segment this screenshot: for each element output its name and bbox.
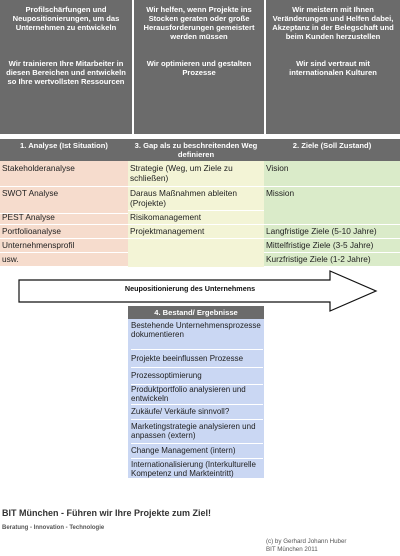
analyse-item: PEST Analyse	[0, 212, 128, 225]
ziele-item: Mission	[264, 188, 400, 225]
gap-item: Daraus Maßnahmen ableiten (Projekte)	[128, 188, 264, 211]
arrow-label: Neupositionierung des Unternehmens	[124, 284, 256, 293]
header-col-2-top: Wir helfen, wenn Projekte ins Stocken geraten oder große Herausforderungen gemeistert werden müssen	[143, 5, 255, 41]
analyse-item: Unternehmensprofil	[0, 240, 128, 253]
gap-item: Risikomanagement	[128, 212, 264, 225]
bestand-item: Marketingstrategie analysieren und anpassen (extern)	[131, 422, 263, 444]
copyright-line-1: (c) by Gerhard Johann Huber	[266, 538, 347, 545]
column-title-ziele: 2. Ziele (Soll Zustand)	[264, 139, 400, 161]
column-title-analyse: 1. Analyse (Ist Situation)	[0, 139, 128, 161]
header-col-3-top: Wir meistern mit Ihnen Veränderungen und Helfen dabei, Akzeptanz in der Belegschaft und beim Kunden herzustellen	[272, 5, 394, 41]
ziele-item: Mittelfristige Ziele (3-5 Jahre)	[264, 240, 400, 253]
header-col-2-bottom: Wir optimieren und gestalten Prozesse	[146, 59, 252, 77]
copyright-line-2: BIT München 2011	[266, 546, 318, 553]
bestand-item: Zukäufe/ Verkäufe sinnvoll?	[131, 407, 263, 420]
bestand-item: Projekte beeinflussen Prozesse	[131, 354, 263, 368]
column-title-gap: 3. Gap als zu beschreitenden Weg definieren	[128, 139, 264, 161]
bestand-item: Internationalisierung (Interkulturelle Kompetenz und Markteintritt)	[131, 460, 256, 479]
analyse-item: usw.	[0, 254, 128, 267]
analyse-item: Stakeholderanalyse	[0, 163, 128, 187]
header-col-2	[134, 0, 264, 134]
header-col-1-bottom: Wir trainieren Ihre Mitarbeiter in diesen Bereichen und entwickeln so Ihre wertvollsten Ressourcen	[6, 59, 126, 86]
bestand-item: Prozessoptimierung	[131, 371, 263, 385]
bestand-item: Change Management (intern)	[131, 446, 263, 459]
bestand-item: Bestehende Unternehmensprozesse dokumentieren	[131, 321, 263, 350]
header-col-3	[266, 0, 400, 134]
analyse-item: Portfolioanalyse	[0, 226, 128, 239]
gap-item: Strategie (Weg, um Ziele zu schließen)	[128, 163, 264, 187]
header-col-3-bottom: Wir sind vertraut mit internationalen Kulturen	[289, 59, 377, 77]
bestand-title: 4. Bestand/ Ergebnisse	[128, 306, 264, 319]
header-col-1	[0, 0, 132, 134]
gap-item: Projektmanagement	[128, 226, 264, 239]
header-col-1-top: Profilschärfungen und Neupositionierungen, um das Unternehmen zu entwickeln	[12, 5, 120, 32]
footer-title: BIT München - Führen wir Ihre Projekte zum Ziel!	[2, 508, 212, 518]
bestand-item: Produktportfolio analysieren und entwickeln	[131, 385, 263, 405]
ziele-item: Kurzfristige Ziele (1-2 Jahre)	[264, 254, 400, 267]
analyse-item: SWOT Analyse	[0, 188, 128, 214]
footer-tagline: Beratung - Innovation - Technologie	[2, 525, 105, 531]
ziele-item: Vision	[264, 163, 400, 187]
ziele-item: Langfristige Ziele (5-10 Jahre)	[264, 226, 400, 239]
